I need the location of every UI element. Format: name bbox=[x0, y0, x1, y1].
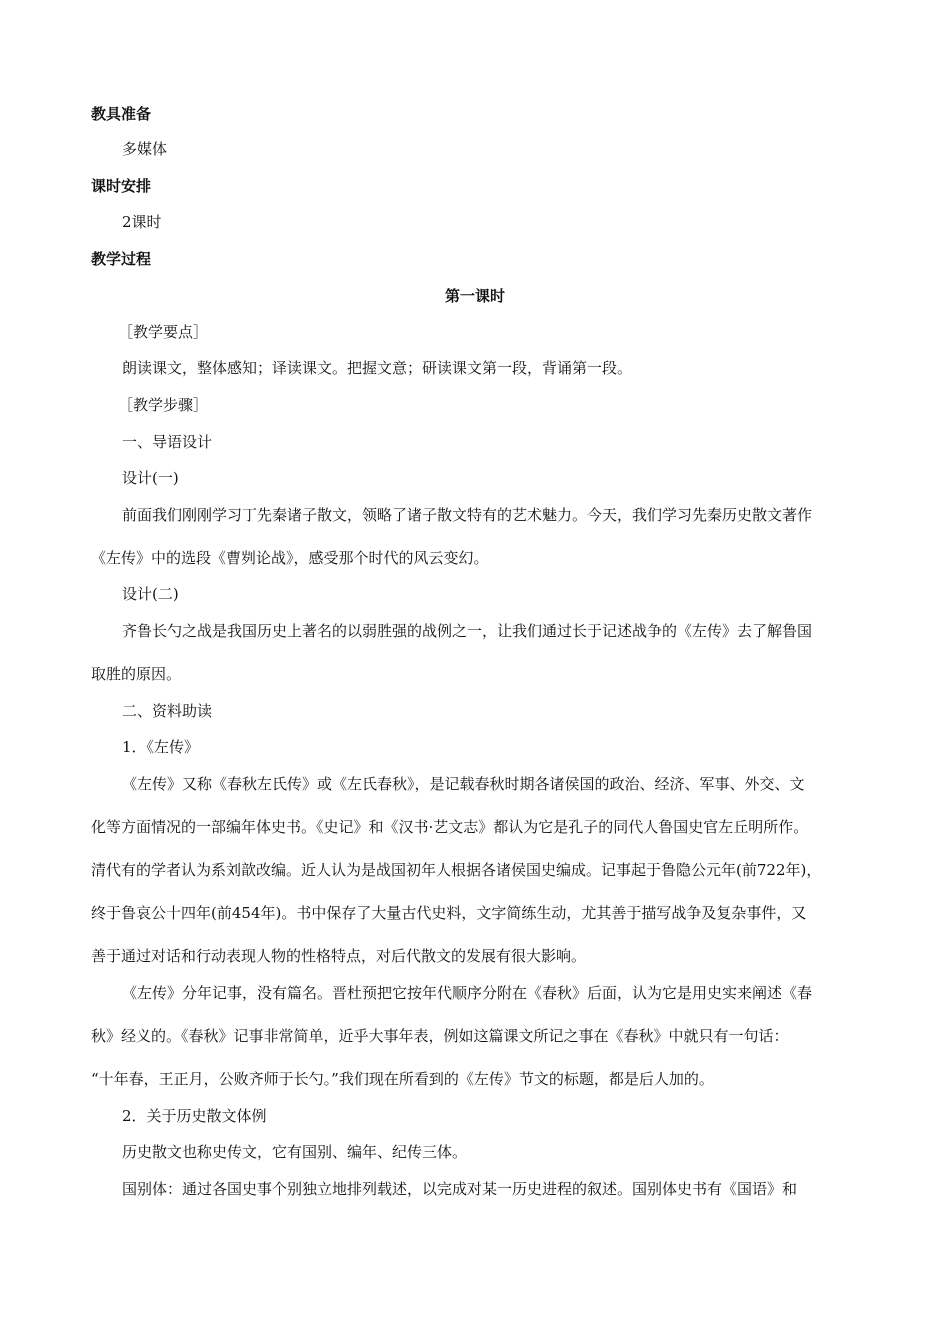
paragraph-line: 《左传》中的选段《曹刿论战》，感受那个时代的风云变幻。 bbox=[91, 549, 489, 567]
paragraph-line: 善于通过对话和行动表现人物的性格特点，对后代散文的发展有很大影响。 bbox=[91, 947, 587, 965]
design-1-label: 设计(一) bbox=[122, 469, 179, 487]
paragraph-line: 化等方面情况的一部编年体史书。《史记》和《汉书·艺文志》都认为它是孔子的同代人鲁国史官左丘明所作。 bbox=[91, 818, 809, 836]
heading-schedule: 课时安排 bbox=[91, 177, 152, 195]
paragraph-line: “十年春，王正月，公败齐师于长勺。”我们现在所看到的《左传》节文的标题，都是后人加的。 bbox=[91, 1070, 714, 1088]
paragraph-line: 《左传》又称《春秋左氏传》或《左氏春秋》，是记载春秋时期各诸侯国的政治、经济、军事、外交、文 bbox=[122, 775, 805, 793]
design-2-label: 设计(二) bbox=[122, 585, 179, 603]
key-points-text: 朗读课文，整体感知；译读课文。把握文意；研读课文第一段，背诵第一段。 bbox=[122, 359, 633, 377]
paragraph-line: 国别体：通过各国史事个别独立地排列载述，以完成对某一历史进程的叙述。国别体史书有《国语》和 bbox=[122, 1180, 798, 1198]
schedule-value: 2课时 bbox=[122, 213, 162, 231]
paragraph-line: 终于鲁哀公十四年(前454年)。书中保存了大量古代史料，文字简练生动，尤其善于描写战争及复杂事件，又 bbox=[91, 904, 807, 922]
section-materials: 二、资料助读 bbox=[122, 702, 213, 720]
material-2-title: 2．关于历史散文体例 bbox=[122, 1107, 267, 1125]
heading-equipment: 教具准备 bbox=[91, 105, 152, 123]
paragraph-line: 前面我们刚刚学习丁先秦诸子散文，领略了诸子散文特有的艺术魅力。今天，我们学习先秦历史散文著作 bbox=[122, 506, 813, 524]
paragraph-line: 取胜的原因。 bbox=[91, 665, 182, 683]
paragraph-line: 历史散文也称史传文，它有国别、编年、纪传三体。 bbox=[122, 1143, 468, 1161]
equipment-value: 多媒体 bbox=[122, 140, 168, 158]
section-intro-design: 一、导语设计 bbox=[122, 433, 213, 451]
heading-process: 教学过程 bbox=[91, 250, 152, 268]
heading-lesson-1: 第一课时 bbox=[444, 287, 505, 305]
material-1-title: 1．《左传》 bbox=[122, 738, 200, 756]
paragraph-line: 清代有的学者认为系刘歆改编。近人认为是战国初年人根据各诸侯国史编成。记事起于鲁隐公元年(前722年)， bbox=[91, 861, 822, 879]
paragraph-line: 秋》经义的。《春秋》记事非常简单，近乎大事年表，例如这篇课文所记之事在《春秋》中就只有一句话： bbox=[91, 1027, 789, 1045]
paragraph-line: 齐鲁长勺之战是我国历史上著名的以弱胜强的战例之一，让我们通过长于记述战争的《左传》去了解鲁国 bbox=[122, 622, 813, 640]
key-points-label: ［教学要点］ bbox=[118, 323, 209, 341]
steps-label: ［教学步骤］ bbox=[118, 396, 209, 414]
paragraph-line: 《左传》分年记事，没有篇名。晋杜预把它按年代顺序分附在《春秋》后面，认为它是用史实来阐述《春 bbox=[122, 984, 813, 1002]
